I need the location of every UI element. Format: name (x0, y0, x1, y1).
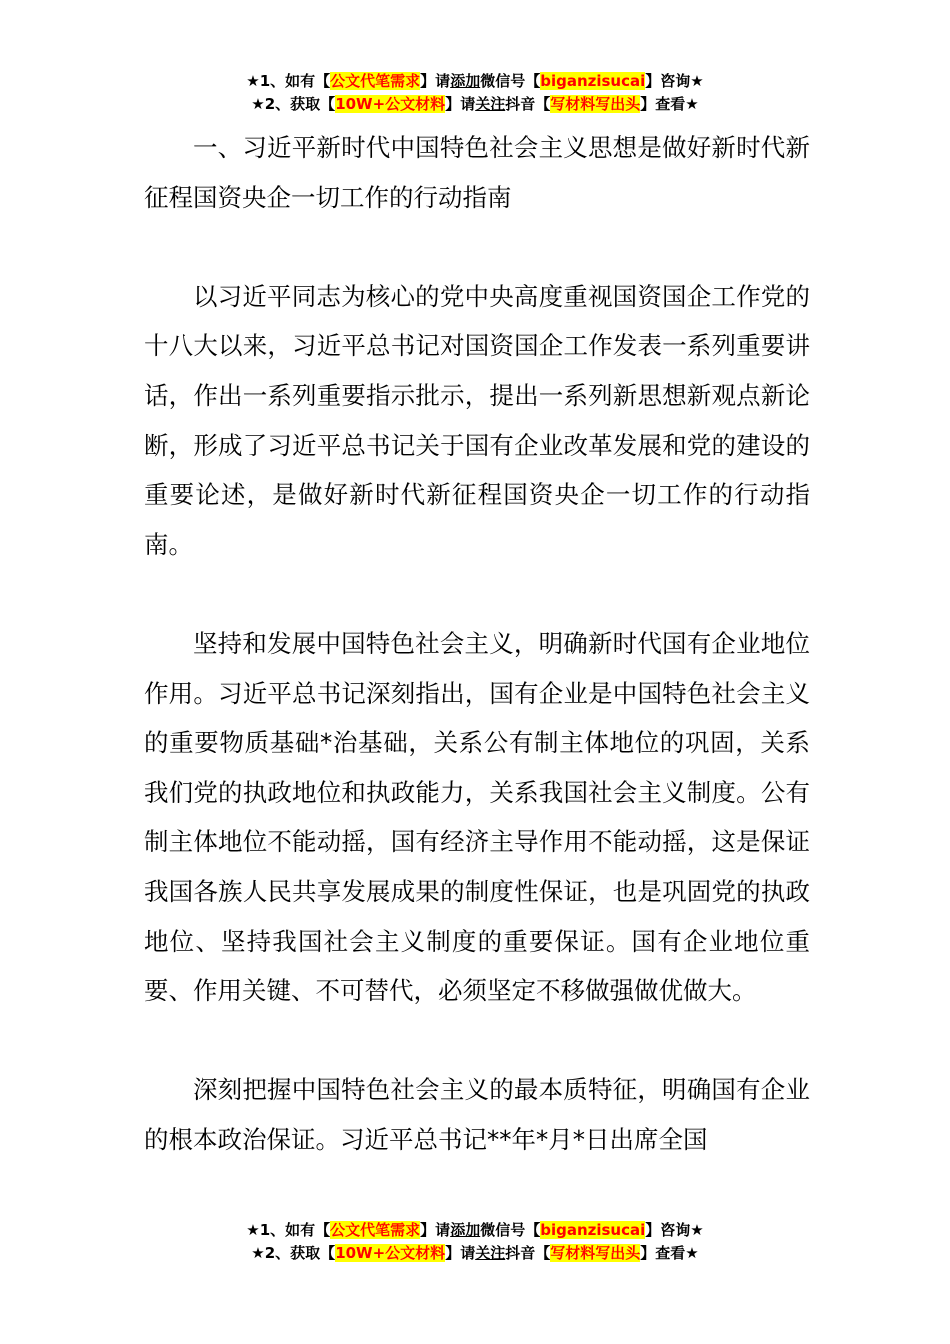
promo-line-2 (0, 93, 950, 116)
promo-underline: 添加 (450, 1221, 481, 1239)
promo-text: 2、获取【 (264, 1244, 336, 1262)
promo-highlight: biganzisucai (540, 72, 646, 90)
document-body (144, 123, 810, 1164)
paragraph: 以习近平同志为核心的党中央高度重视国资国企工作党的十八大以来，习近平总书记对国资国企工作发表一系列重要讲话，作出一系列重要指示批示，提出一系列新思想新观点新论断，形成了习近平总书记关于国有企业改革发展和党的建设的重要论述，是做好新时代新征程国资央企一切工作的行动指南。 (144, 281, 810, 559)
promo-text: 2、获取【 (264, 95, 336, 113)
promo-line-1 (0, 1219, 950, 1242)
star-icon: ★ (251, 95, 265, 113)
promo-highlight: 写材料写出头 (550, 1244, 641, 1262)
promo-text: 1、如有【 (259, 1221, 331, 1239)
star-icon: ★ (246, 72, 260, 90)
promo-text: 】查看★ (640, 1244, 699, 1262)
paragraph: 坚持和发展中国特色社会主义，明确新时代国有企业地位作用。习近平总书记深刻指出，国有企业是中国特色社会主义的重要物质基础*治基础，关系公有制主体地位的巩固，关系我们党的执政地位和执政能力，关系我国社会主义制度。公有制主体地位不能动摇，国有经济主导作用不能动摇，这是保证我国各族人民共享发展成果的制度性保证，也是巩固党的执政地位、坚持我国社会主义制度的重要保证。国有企业地位重要、作用关键、不可替代，必须坚定不移做强做优做大。 (144, 628, 810, 1006)
star-icon: ★ (246, 1221, 260, 1239)
promo-text: 抖音【 (505, 95, 551, 113)
promo-text: 微信号【 (480, 1221, 541, 1239)
promo-text: 】请 (445, 1244, 476, 1262)
promo-text: 】咨询★ (645, 1221, 704, 1239)
promo-text: 微信号【 (480, 72, 541, 90)
promo-highlight: 写材料写出头 (550, 95, 641, 113)
section-heading: 一、习近平新时代中国特色社会主义思想是做好新时代新征程国资央企一切工作的行动指南 (144, 133, 810, 212)
promo-highlight: 10W+公文材料 (335, 1244, 446, 1262)
top-promo-banner (0, 70, 950, 116)
star-icon: ★ (251, 1244, 265, 1262)
promo-highlight: 10W+公文材料 (335, 95, 446, 113)
promo-line-2 (0, 1242, 950, 1265)
promo-text: 】查看★ (640, 95, 699, 113)
promo-text: 】请 (420, 72, 451, 90)
promo-text: 1、如有【 (259, 72, 331, 90)
bottom-promo-banner (0, 1219, 950, 1265)
promo-underline: 关注 (475, 95, 506, 113)
promo-underline: 关注 (475, 1244, 506, 1262)
promo-highlight: 公文代笔需求 (330, 1221, 421, 1239)
promo-highlight: biganzisucai (540, 1221, 646, 1239)
promo-text: 】请 (445, 95, 476, 113)
promo-text: 】请 (420, 1221, 451, 1239)
promo-highlight: 公文代笔需求 (330, 72, 421, 90)
promo-text: 抖音【 (505, 1244, 551, 1262)
promo-line-1 (0, 70, 950, 93)
paragraph: 深刻把握中国特色社会主义的最本质特征，明确国有企业的根本政治保证。习近平总书记**年*月*日出席全国 (144, 1075, 810, 1154)
promo-underline: 添加 (450, 72, 481, 90)
promo-text: 】咨询★ (645, 72, 704, 90)
